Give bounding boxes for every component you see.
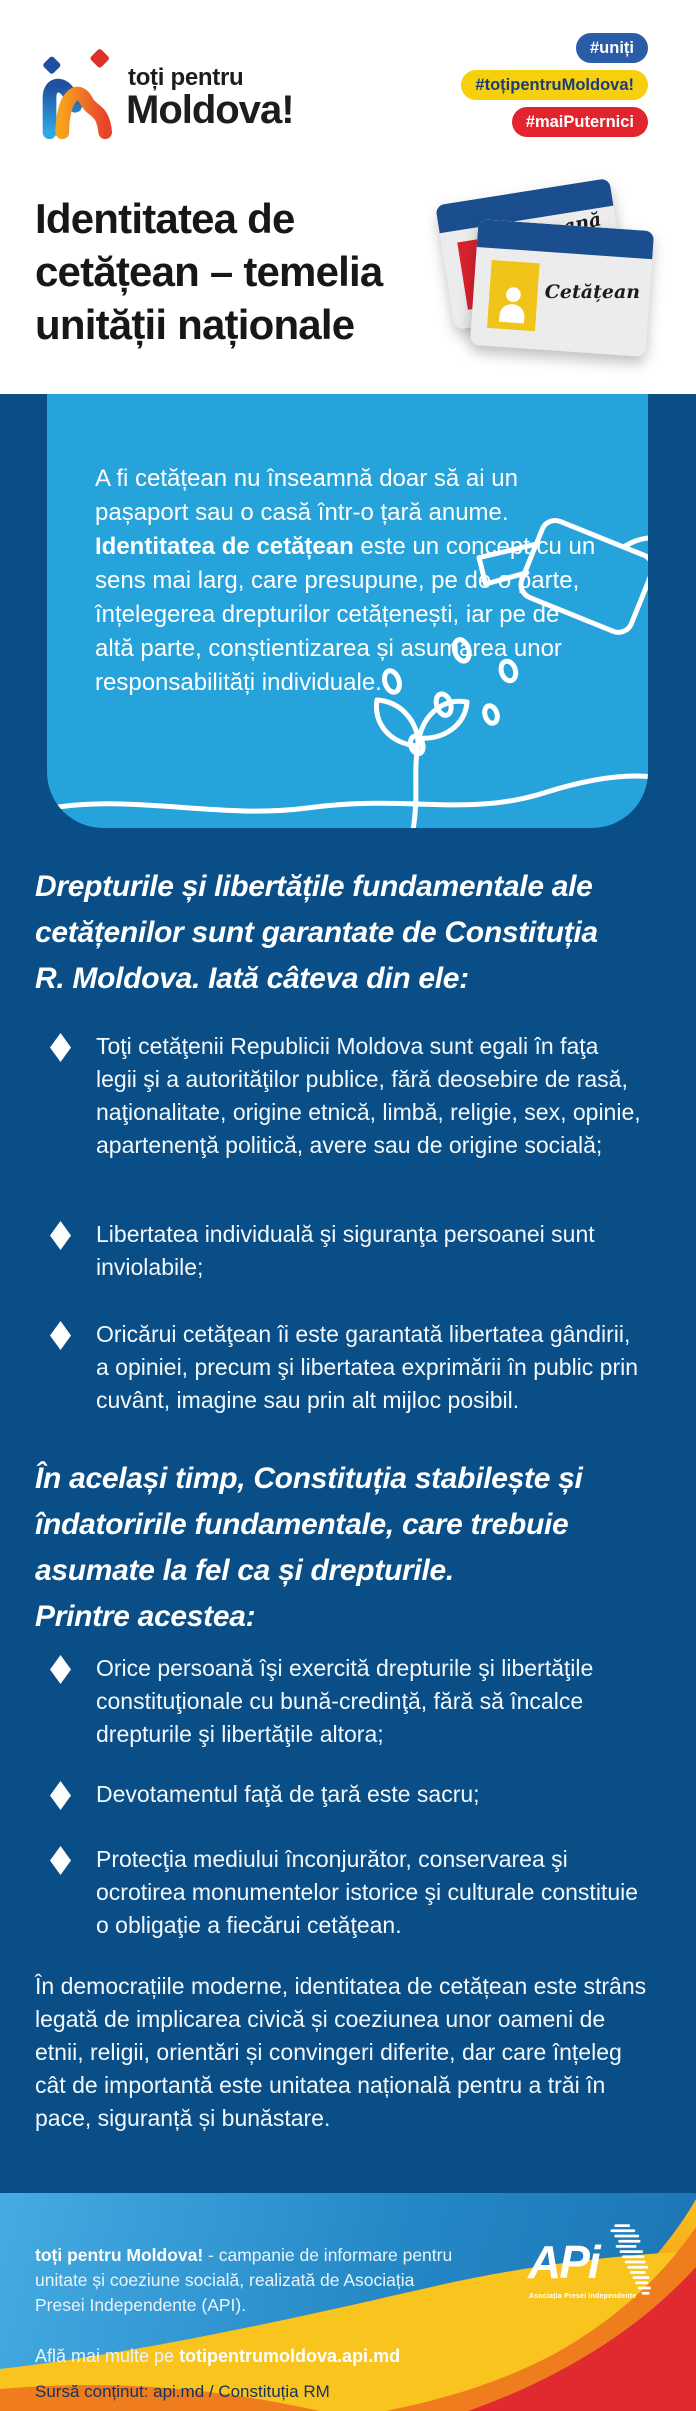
moldova-map-icon <box>604 2221 656 2303</box>
campaign-description: toți pentru Moldova! - campanie de informare pentru unitate și coeziune socială, realizată de Asociația Presei Independente (API). <box>35 2245 453 2315</box>
content-source: Sursă conținut: api.md / Constituția RM <box>35 2382 330 2401</box>
duties-heading: În același timp, Constituția stabilește și îndatoririle fundamentale, care trebuie asumate la fel ca și drepturile. Printre acestea: <box>35 1462 583 1633</box>
logo-tagline: toți pentru <box>128 64 244 91</box>
page-title: Identitatea de cetățean – temelia unității naționale <box>35 195 383 348</box>
diamond-bullet-icon <box>50 1321 71 1350</box>
rights-bullet-2: Libertatea individuală şi siguranţa persoanei sunt inviolabile; <box>50 1218 650 1284</box>
logo-m-icon <box>34 46 118 140</box>
id-card-front-label: Cetățean <box>544 281 640 304</box>
diamond-bullet-icon <box>50 1846 71 1875</box>
id-cards-illustration <box>438 183 678 398</box>
watering-can-icon <box>471 478 648 647</box>
hashtag-maiputernici: #maiPuternici <box>512 107 648 137</box>
rights-heading: Drepturile și libertățile fundamentale ale cetățenilor sunt garantate de Constituția R. Moldova. Iată câteva din ele: <box>35 870 598 995</box>
id-card-header-bar <box>477 219 655 259</box>
wave-line <box>47 776 648 811</box>
sprout-icon <box>413 746 418 828</box>
id-card-front <box>470 219 654 357</box>
rights-bullet-3: Oricărui cetăţean îi este garantată libertatea gândirii, a opiniei, precum şi libertatea exprimării în public prin cuvânt, imagine sau prin alt mijloc posibil. <box>50 1318 650 1417</box>
watering-can-illustration <box>47 394 648 828</box>
intro-bold-phrase: Identitatea de cetățean <box>95 533 354 560</box>
duties-bullet-1: Orice persoană îşi exercită drepturile şi libertăţile constituţionale cu bună-credinţă, fără să încalce drepturile şi libertăţile altora; <box>50 1652 650 1751</box>
intro-paragraph: A fi cetățean nu înseamnă doar să ai un pașaport sau o casă într-o țară anume. Identitatea de cetățean este un concept cu un sens mai larg, care presupune, pe de o parte, înțelegerea drepturilor cetățenești, iar pe de altă parte, conștientizarea și asumarea unor responsabilități individuale. <box>95 465 596 696</box>
logo-wordmark: Moldova! <box>126 88 294 132</box>
duties-bullet-3: Protecţia mediului înconjurător, conservarea şi ocrotirea monumentelor istorice şi culturale constituie o obligaţie a fiecărui cetăţean. <box>50 1843 650 1942</box>
diamond-bullet-icon <box>50 1781 71 1810</box>
diamond-bullet-icon <box>50 1033 71 1062</box>
hashtag-uniti: #uniți <box>576 33 648 63</box>
website-url: totipentrumoldova.api.md <box>179 2346 401 2366</box>
website-line: Află mai multe pe totipentrumoldova.api.md <box>35 2346 401 2366</box>
rights-bullet-1: Toţi cetăţenii Republicii Moldova sunt egali în faţa legii şi a autorităţilor publice, fără deosebire de rasă, naţionalitate, origine etnică, limbă, religie, sex, opinie, apartenenţă politică, avere sau de origine socială; <box>50 1030 650 1162</box>
main-content-section <box>0 394 696 2193</box>
diamond-bullet-icon <box>50 1221 71 1250</box>
hashtag-list <box>461 33 648 137</box>
person-silhouette-icon <box>491 274 535 331</box>
closing-paragraph: În democrațiile moderne, identitatea de cetățean este strâns legată de implicarea civică și coeziunea unor oameni de etnii, religii, orientări și convingeri diferite, dar care înțeleg cât de importantă este unitatea națională pentru a trăi în pace, siguranță și bunăstare. <box>35 1973 647 2131</box>
footer <box>0 2193 696 2411</box>
diamond-bullet-icon <box>50 1655 71 1684</box>
water-drops-icon <box>379 626 530 757</box>
campaign-logo <box>34 44 334 144</box>
api-logo-subtext: Asociația Presei Independente <box>529 2293 637 2300</box>
hashtag-totipentrumoldova: #toțipentruMoldova! <box>461 70 648 100</box>
duties-bullet-2: Devotamentul faţă de ţară este sacru; <box>50 1778 650 1811</box>
intro-card <box>47 394 648 828</box>
id-card-photo-yellow <box>487 260 540 331</box>
api-logo-wordmark: APi <box>528 2236 599 2288</box>
api-logo <box>528 2233 668 2323</box>
